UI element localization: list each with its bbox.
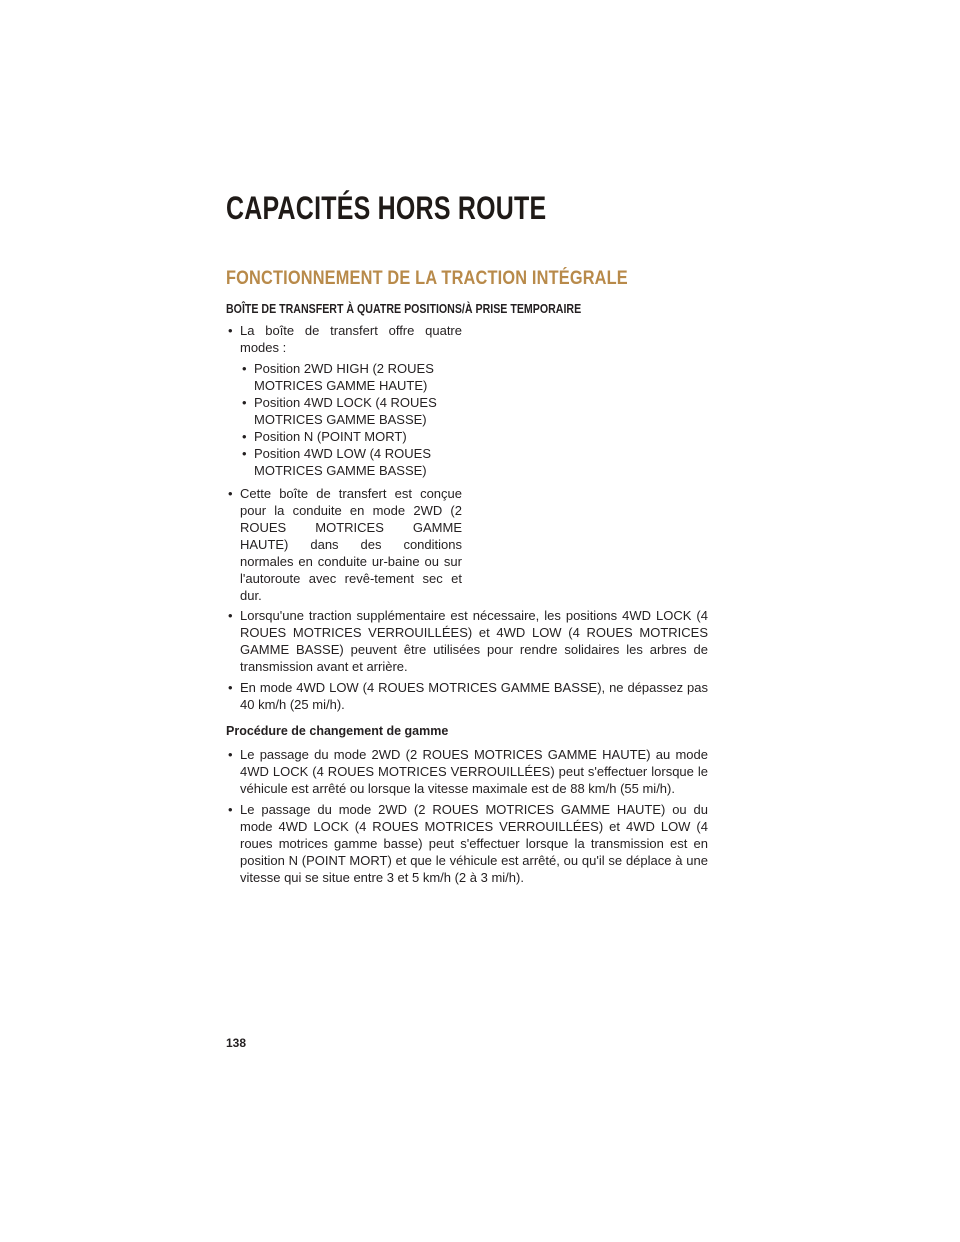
bullet-icon: • — [242, 429, 247, 444]
list-item — [240, 394, 462, 428]
bullet-text: Le passage du mode 2WD (2 ROUES MOTRICES GAMME HAUTE) au mode 4WD LOCK (4 ROUES MOTRICES VERROUILLÉES) peut s'effectuer lorsque le véhicule est arrêté ou lorsque la vitesse maximale est de 88 km/h (55 mi/h). — [240, 747, 708, 796]
bullet-icon: • — [228, 680, 233, 695]
bullet-item — [226, 801, 708, 886]
bullet-icon: • — [242, 395, 247, 410]
bullet-text: Lorsqu'une traction supplémentaire est nécessaire, les positions 4WD LOCK (4 ROUES MOTRICES VERROUILLÉES) et 4WD LOW (4 ROUES MOTRICES GAMME BASSE) peuvent être utilisées pour rendre solidaires les arbres de transmission avant et arrière. — [240, 608, 708, 674]
bullet-icon: • — [228, 608, 233, 623]
bullet-icon: • — [242, 361, 247, 376]
narrow-column — [226, 322, 462, 608]
page-number: 138 — [226, 1036, 247, 1050]
list-item-text: Position 2WD HIGH (2 ROUES MOTRICES GAMME HAUTE) — [254, 361, 434, 393]
bullet-text: Le passage du mode 2WD (2 ROUES MOTRICES GAMME HAUTE) ou du mode 4WD LOCK (4 ROUES MOTRICES VERROUILLÉES) et 4WD LOW (4 roues motrices gamme basse) peut s'effectuer lorsque la transmission est en position N (POINT MORT) et que le véhicule est arrêté, ou qu'il se déplace à une vitesse qui se situe entre 3 et 5 km/h (2 à 3 mi/h). — [240, 802, 708, 885]
chapter-title: CAPACITÉS HORS ROUTE — [226, 190, 547, 226]
list-item — [240, 360, 462, 394]
bullet-icon: • — [228, 747, 233, 762]
wide-column — [226, 607, 708, 890]
bullet-text: En mode 4WD LOW (4 ROUES MOTRICES GAMME BASSE), ne dépassez pas 40 km/h (25 mi/h). — [240, 680, 708, 712]
list-item-text: Position N (POINT MORT) — [254, 429, 407, 444]
bullet-item — [226, 322, 462, 356]
subsection-title: BOÎTE DE TRANSFERT À QUATRE POSITIONS/À PRISE TEMPORAIRE — [226, 302, 582, 316]
section-title: FONCTIONNEMENT DE LA TRACTION INTÉGRALE — [226, 268, 628, 289]
bullet-icon: • — [242, 446, 247, 461]
transfer-modes-list — [240, 360, 462, 479]
list-item-text: Position 4WD LOW (4 ROUES MOTRICES GAMME BASSE) — [254, 446, 431, 478]
list-item — [240, 428, 462, 445]
bullet-item — [226, 485, 462, 604]
bullet-text: Cette boîte de transfert est conçue pour la conduite en mode 2WD (2 ROUES MOTRICES GAMME HAUTE) dans des conditions normales en conduite ur-baine ou sur l'autoroute avec revê-tement sec et dur. — [240, 486, 462, 603]
bullet-item — [226, 746, 708, 797]
list-item-text: Position 4WD LOCK (4 ROUES MOTRICES GAMME BASSE) — [254, 395, 437, 427]
bullet-item — [226, 607, 708, 675]
procedure-title: Procédure de changement de gamme — [226, 724, 449, 738]
list-item — [240, 445, 462, 479]
bullet-icon: • — [228, 486, 233, 501]
bullet-text: La boîte de transfert offre quatre modes : — [240, 323, 462, 355]
bullet-icon: • — [228, 323, 233, 338]
bullet-item — [226, 679, 708, 713]
bullet-icon: • — [228, 802, 233, 817]
